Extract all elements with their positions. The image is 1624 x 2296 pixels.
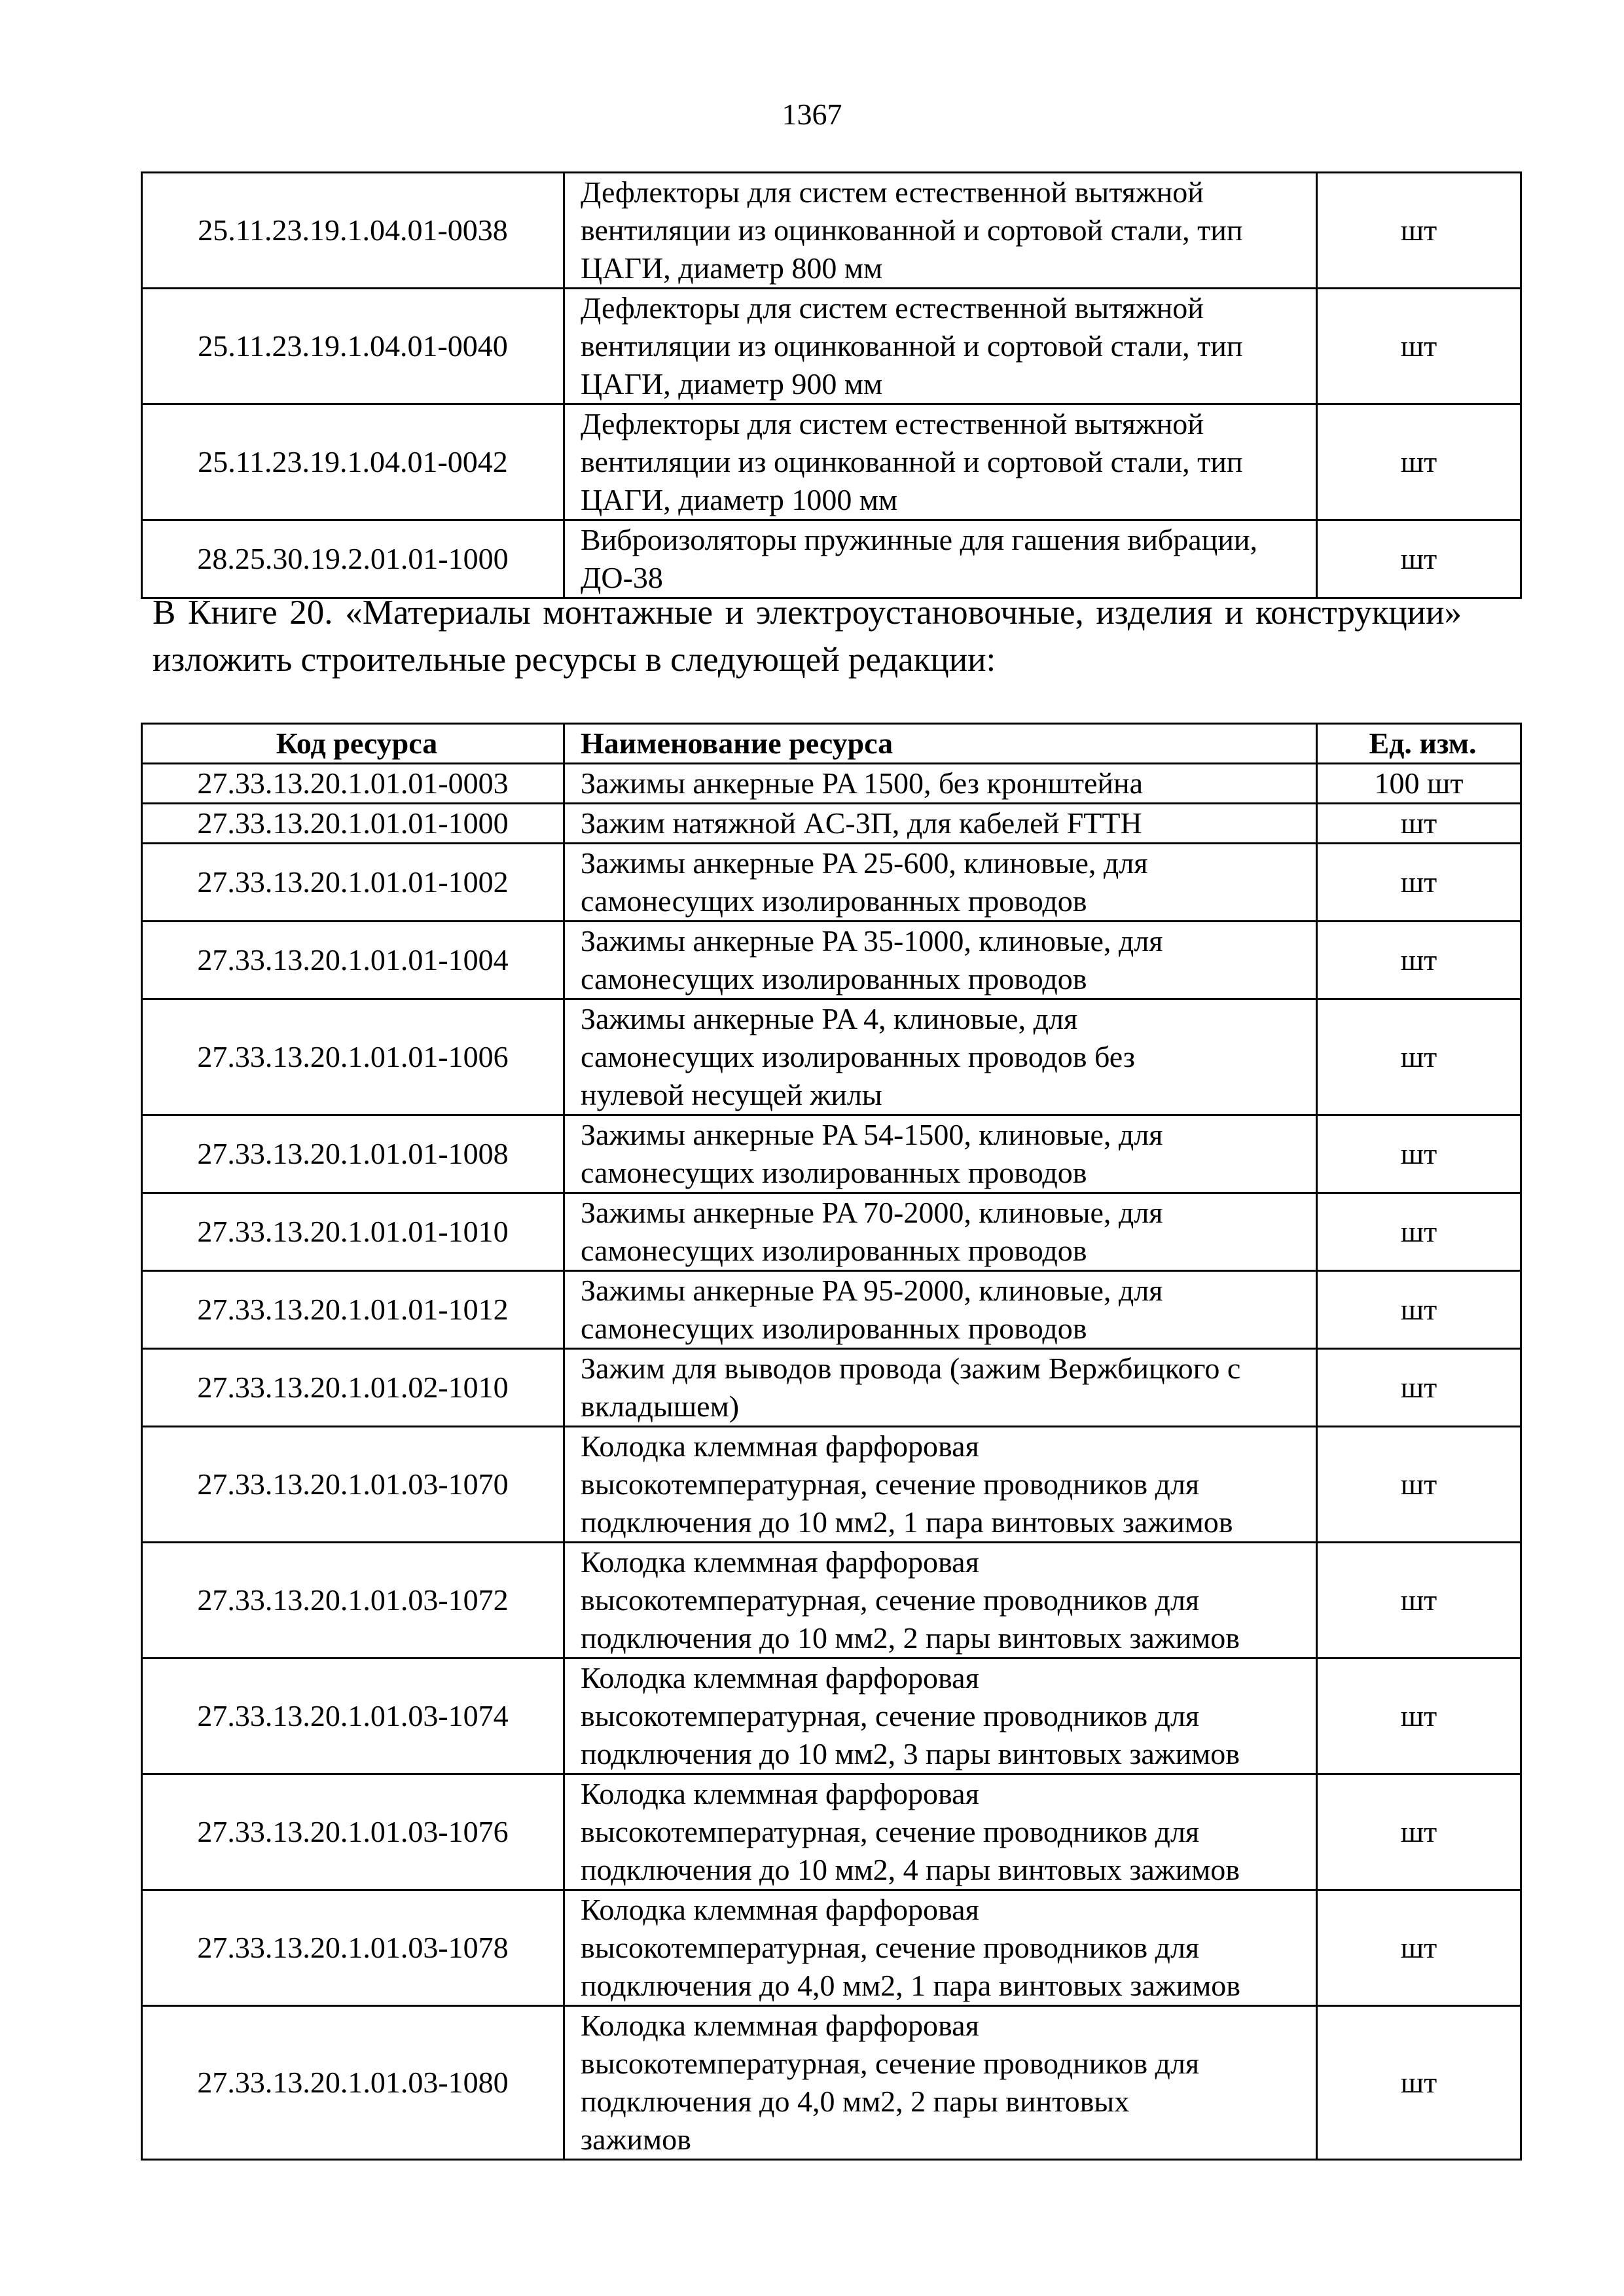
resource-name: Зажимы анкерные PA 4, клиновые, для самонесущих изолированных проводов без нулевой несущей жилы — [564, 999, 1317, 1115]
column-header-name: Наименование ресурса — [564, 724, 1317, 764]
resource-name: Зажим натяжной AC-3П, для кабелей FTTH — [564, 804, 1317, 844]
resource-code: 27.33.13.20.1.01.01-1002 — [142, 844, 564, 922]
table-row — [142, 1193, 1521, 1271]
resource-name: Зажимы анкерные PA 35-1000, клиновые, для самонесущих изолированных проводов — [564, 922, 1317, 999]
page-number: 1367 — [782, 98, 842, 131]
table-row — [142, 404, 1521, 520]
table-row — [142, 804, 1521, 844]
table-row — [142, 1271, 1521, 1349]
table-row — [142, 999, 1521, 1115]
resource-code: 27.33.13.20.1.01.03-1072 — [142, 1543, 564, 1659]
resource-name: Колодка клеммная фарфоровая высокотемпературная, сечение проводников для подключения до 10 мм2, 3 пары винтовых зажимов — [564, 1659, 1317, 1774]
resource-unit: шт — [1317, 1659, 1521, 1774]
resource-unit: шт — [1317, 1271, 1521, 1349]
table-row — [142, 922, 1521, 999]
resource-unit: шт — [1317, 289, 1521, 404]
continued-resources-table — [141, 171, 1522, 599]
table-row — [142, 289, 1521, 404]
resource-name: Виброизоляторы пружинные для гашения вибрации, ДО-38 — [564, 520, 1317, 598]
resource-name: Колодка клеммная фарфоровая высокотемпературная, сечение проводников для подключения до 10 мм2, 1 пара винтовых зажимов — [564, 1427, 1317, 1543]
resource-code: 28.25.30.19.2.01.01-1000 — [142, 520, 564, 598]
resource-name: Колодка клеммная фарфоровая высокотемпературная, сечение проводников для подключения до 10 мм2, 4 пары винтовых зажимов — [564, 1774, 1317, 1890]
resource-name: Зажимы анкерные PA 25-600, клиновые, для самонесущих изолированных проводов — [564, 844, 1317, 922]
resource-name: Колодка клеммная фарфоровая высокотемпературная, сечение проводников для подключения до 4,0 мм2, 1 пара винтовых зажимов — [564, 1890, 1317, 2006]
table-row — [142, 1543, 1521, 1659]
resource-unit: шт — [1317, 844, 1521, 922]
resource-code: 27.33.13.20.1.01.01-0003 — [142, 764, 564, 804]
resource-name: Зажим для выводов провода (зажим Вержбицкого с вкладышем) — [564, 1349, 1317, 1427]
table-row — [142, 520, 1521, 598]
resource-unit: шт — [1317, 1193, 1521, 1271]
resources-table — [141, 723, 1522, 2161]
resource-code: 25.11.23.19.1.04.01-0038 — [142, 173, 564, 289]
resource-name: Дефлекторы для систем естественной вытяжной вентиляции из оцинкованной и сортовой стали, тип ЦАГИ, диаметр 900 мм — [564, 289, 1317, 404]
resource-unit: шт — [1317, 404, 1521, 520]
resource-unit: шт — [1317, 1427, 1521, 1543]
table-row — [142, 1774, 1521, 1890]
resource-code: 27.33.13.20.1.01.01-1012 — [142, 1271, 564, 1349]
resource-code: 27.33.13.20.1.01.03-1080 — [142, 2006, 564, 2160]
column-header-code: Код ресурса — [142, 724, 564, 764]
resource-name: Дефлекторы для систем естественной вытяжной вентиляции из оцинкованной и сортовой стали, тип ЦАГИ, диаметр 800 мм — [564, 173, 1317, 289]
resource-code: 27.33.13.20.1.01.01-1006 — [142, 999, 564, 1115]
resource-unit: шт — [1317, 1115, 1521, 1193]
resource-name: Колодка клеммная фарфоровая высокотемпературная, сечение проводников для подключения до 10 мм2, 2 пары винтовых зажимов — [564, 1543, 1317, 1659]
resource-unit: шт — [1317, 520, 1521, 598]
table-row — [142, 1659, 1521, 1774]
table-row — [142, 173, 1521, 289]
table-header-row — [142, 724, 1521, 764]
resource-name: Дефлекторы для систем естественной вытяжной вентиляции из оцинкованной и сортовой стали, тип ЦАГИ, диаметр 1000 мм — [564, 404, 1317, 520]
table-row — [142, 1349, 1521, 1427]
resource-unit: шт — [1317, 804, 1521, 844]
resource-unit: 100 шт — [1317, 764, 1521, 804]
resource-unit: шт — [1317, 1543, 1521, 1659]
resource-code: 27.33.13.20.1.01.01-1004 — [142, 922, 564, 999]
resource-name: Зажимы анкерные PA 70-2000, клиновые, для самонесущих изолированных проводов — [564, 1193, 1317, 1271]
resource-unit: шт — [1317, 999, 1521, 1115]
resource-code: 25.11.23.19.1.04.01-0040 — [142, 289, 564, 404]
resource-code: 25.11.23.19.1.04.01-0042 — [142, 404, 564, 520]
resource-unit: шт — [1317, 1890, 1521, 2006]
column-header-unit: Ед. изм. — [1317, 724, 1521, 764]
resource-unit: шт — [1317, 1774, 1521, 1890]
resource-unit: шт — [1317, 173, 1521, 289]
resource-name: Колодка клеммная фарфоровая высокотемпературная, сечение проводников для подключения до 4,0 мм2, 2 пары винтовых зажимов — [564, 2006, 1317, 2160]
resource-code: 27.33.13.20.1.01.03-1070 — [142, 1427, 564, 1543]
resource-code: 27.33.13.20.1.01.02-1010 — [142, 1349, 564, 1427]
resource-unit: шт — [1317, 2006, 1521, 2160]
table-row — [142, 2006, 1521, 2160]
table-row — [142, 1890, 1521, 2006]
resource-code: 27.33.13.20.1.01.01-1008 — [142, 1115, 564, 1193]
resource-code: 27.33.13.20.1.01.01-1000 — [142, 804, 564, 844]
resource-name: Зажимы анкерные PA 54-1500, клиновые, для самонесущих изолированных проводов — [564, 1115, 1317, 1193]
table-row — [142, 1427, 1521, 1543]
table-row — [142, 764, 1521, 804]
resource-unit: шт — [1317, 1349, 1521, 1427]
resource-code: 27.33.13.20.1.01.01-1010 — [142, 1193, 564, 1271]
instruction-paragraph: В Книге 20. «Материалы монтажные и электроустановочные, изделия и конструкции» изложить строительные ресурсы в следующей редакции: — [153, 594, 1462, 679]
resource-unit: шт — [1317, 922, 1521, 999]
resource-code: 27.33.13.20.1.01.03-1078 — [142, 1890, 564, 2006]
resource-code: 27.33.13.20.1.01.03-1076 — [142, 1774, 564, 1890]
resource-code: 27.33.13.20.1.01.03-1074 — [142, 1659, 564, 1774]
resource-name: Зажимы анкерные PA 1500, без кронштейна — [564, 764, 1317, 804]
table-row — [142, 844, 1521, 922]
resource-name: Зажимы анкерные PA 95-2000, клиновые, для самонесущих изолированных проводов — [564, 1271, 1317, 1349]
table-row — [142, 1115, 1521, 1193]
